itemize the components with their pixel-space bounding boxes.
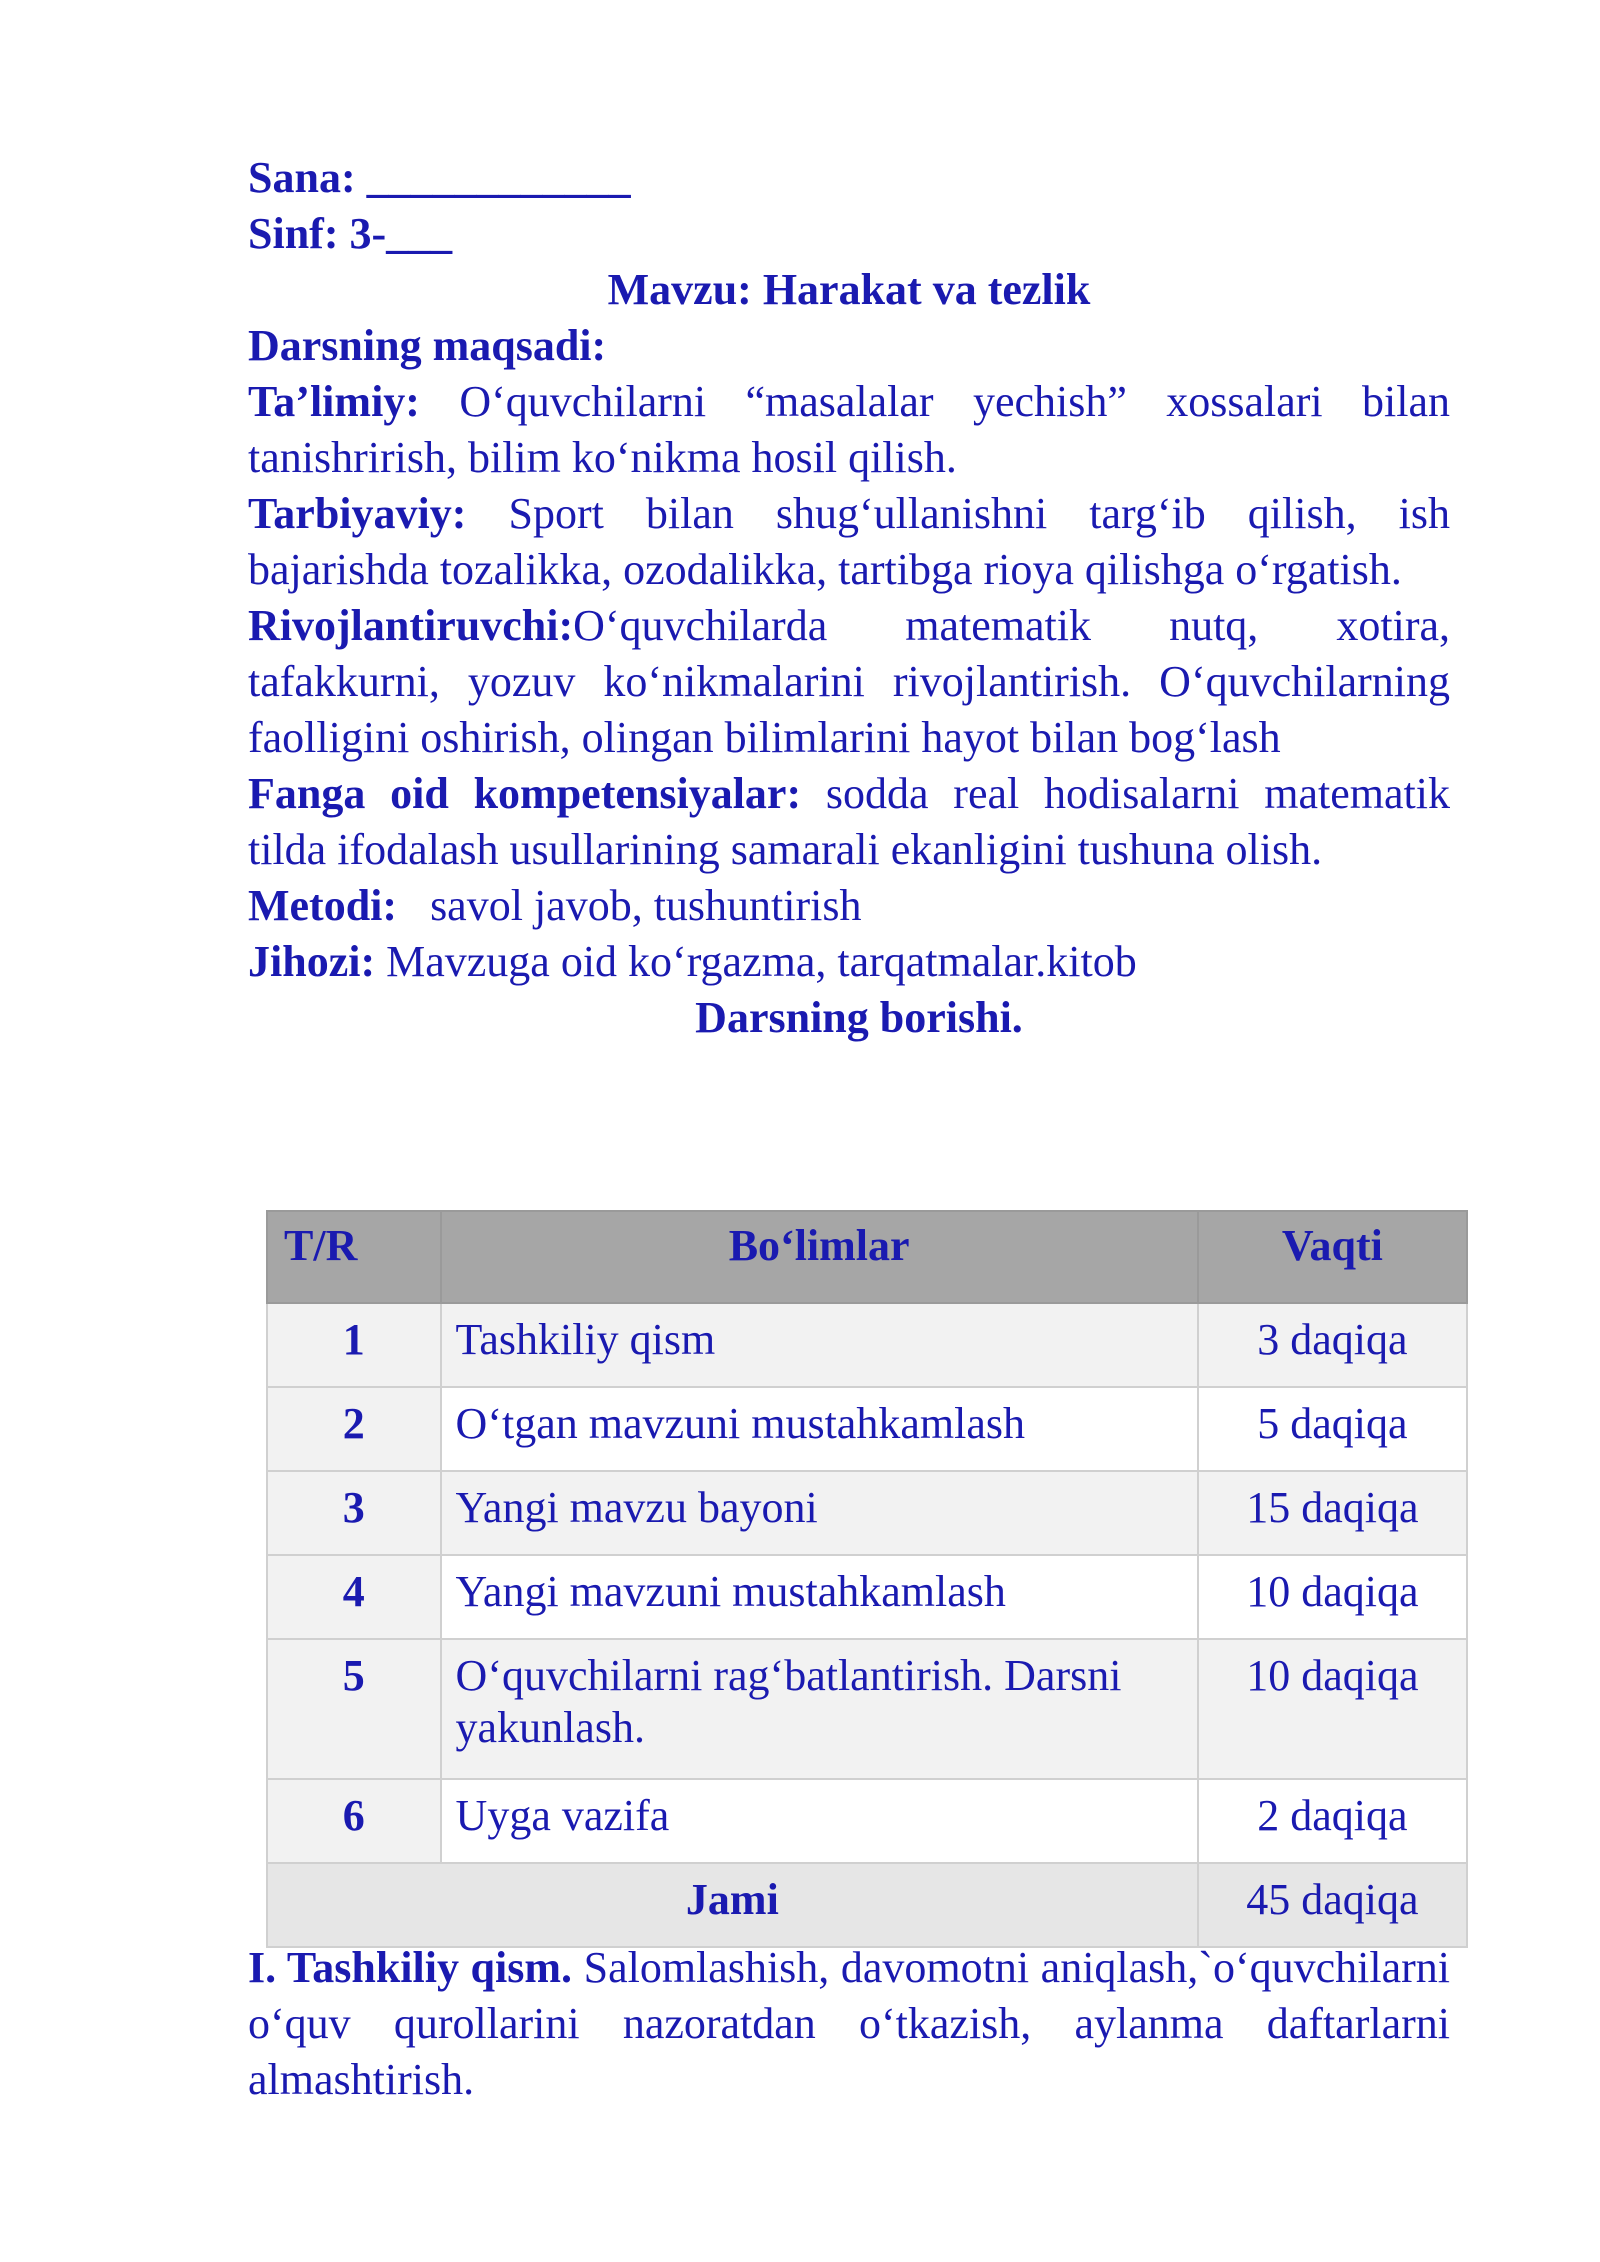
table-row [267, 1303, 1467, 1387]
date-label: Sana: [248, 153, 356, 202]
row-time: 2 daqiqa [1198, 1779, 1467, 1863]
row-time: 5 daqiqa [1198, 1387, 1467, 1471]
row-number: 4 [267, 1555, 441, 1639]
row-section: O‘quvchilarni rag‘batlantirish. Darsni yakunlash. [441, 1639, 1198, 1779]
header-number: T/R [267, 1211, 441, 1303]
table-row [267, 1779, 1467, 1863]
goal-educational-text: O‘quvchilarni “masalalar yechish” xossalari bilan tanishrirish, bilim ko‘nikma hosil qilish. [248, 377, 1450, 482]
method-line [248, 878, 1450, 934]
row-section: Uyga vazifa [441, 1779, 1198, 1863]
lesson-header-and-goals [248, 150, 1450, 1046]
equipment-text: Mavzuga oid ko‘rgazma, tarqatmalar.kitob [375, 937, 1137, 986]
header-time: Vaqti [1198, 1211, 1467, 1303]
table-header-row [267, 1211, 1467, 1303]
subject-competencies [248, 766, 1450, 878]
row-time: 10 daqiqa [1198, 1555, 1467, 1639]
date-blank: ____________ [366, 153, 631, 202]
goal-developmental-label: Rivojlantiruvchi: [248, 601, 574, 650]
lesson-plan-title: Darsning borishi. [695, 993, 1023, 1042]
row-section: O‘tgan mavzuni mustahkamlash [441, 1387, 1198, 1471]
row-section: Yangi mavzuni mustahkamlash [441, 1555, 1198, 1639]
method-label: Metodi: [248, 881, 398, 930]
date-line [248, 150, 1450, 206]
section-organizational-text: Salomlashish, davomotni aniqlash,`o‘quvchilarni o‘quv qurollarini nazoratdan o‘tkazish, aylanma daftarlarni almashtirish. [248, 1943, 1450, 2104]
row-number: 2 [267, 1387, 441, 1471]
table-row [267, 1471, 1467, 1555]
table-total-row [267, 1863, 1467, 1947]
row-time: 3 daqiqa [1198, 1303, 1467, 1387]
equipment-line [248, 934, 1450, 990]
goal-developmental-text: O‘quvchilarda matematik nutq, xotira, tafakkurni, yozuv ko‘nikmalarini rivojlantirish. O‘quvchilarning faolligini oshirish, olingan bilimlarini hayot bilan bog‘lash [248, 601, 1450, 762]
row-number: 5 [267, 1639, 441, 1779]
goal-educational-label: Ta’limiy: [248, 377, 420, 426]
goals-heading: Darsning maqsadi: [248, 321, 607, 370]
subject-competencies-label: Fanga oid kompetensiyalar: [248, 769, 802, 818]
row-time: 15 daqiqa [1198, 1471, 1467, 1555]
subject-competencies-text: sodda real hodisalarni matematik tilda ifodalash usullarining samarali ekanligini tushuna olish. [248, 769, 1450, 874]
row-time: 10 daqiqa [1198, 1639, 1467, 1779]
row-number: 6 [267, 1779, 441, 1863]
total-time: 45 daqiqa [1198, 1863, 1467, 1947]
goal-developmental [248, 598, 1450, 766]
section-organizational-paragraph [248, 1940, 1450, 2108]
table-row [267, 1387, 1467, 1471]
total-label: Jami [267, 1863, 1198, 1947]
method-text: savol javob, tushuntirish [397, 881, 862, 930]
lesson-topic: Mavzu: Harakat va tezlik [607, 265, 1091, 314]
row-number: 1 [267, 1303, 441, 1387]
goal-upbringing-label: Tarbiyaviy: [248, 489, 467, 538]
table-row [267, 1639, 1467, 1779]
header-sections: Bo‘limlar [441, 1211, 1198, 1303]
equipment-label: Jihozi: [248, 937, 376, 986]
row-number: 3 [267, 1471, 441, 1555]
row-section: Tashkiliy qism [441, 1303, 1198, 1387]
goal-upbringing [248, 486, 1450, 598]
section-organizational [248, 1940, 1450, 2108]
section-organizational-label: I. Tashkiliy qism. [248, 1943, 573, 1992]
goal-upbringing-text: Sport bilan shug‘ullanishni targ‘ib qilish, ish bajarishda tozalikka, ozodalikka, tartibga rioya qilishga o‘rgatish. [248, 489, 1450, 594]
lesson-plan-table [266, 1210, 1468, 1948]
class-line: Sinf: 3-___ [248, 209, 453, 258]
row-section: Yangi mavzu bayoni [441, 1471, 1198, 1555]
goal-educational [248, 374, 1450, 486]
table-row [267, 1555, 1467, 1639]
